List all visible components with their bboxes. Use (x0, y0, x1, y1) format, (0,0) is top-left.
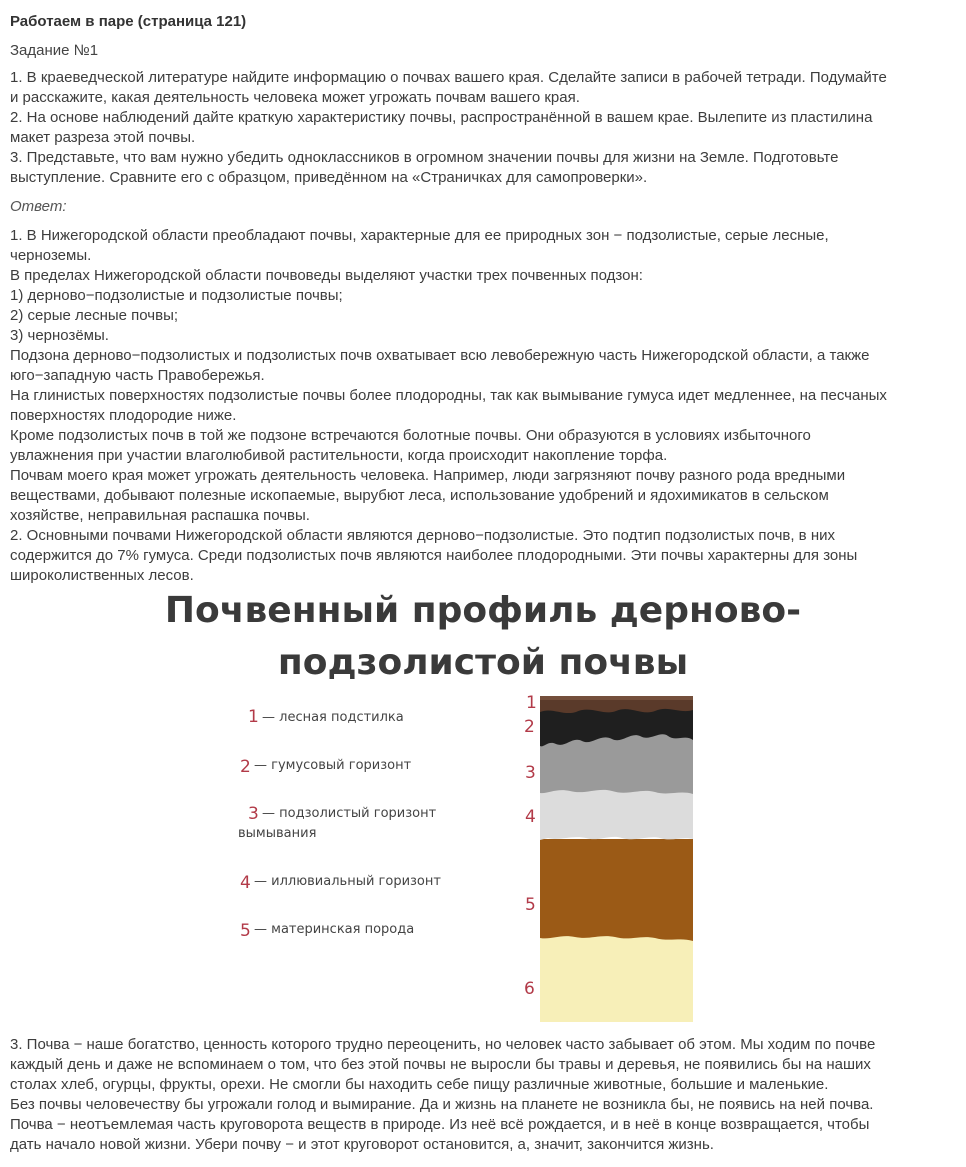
answer-label: Ответ: (10, 198, 67, 215)
text-line: Почвам моего края может угрожать деятельность человека. Например, люди загрязняют почву разного рода вредными (10, 467, 846, 484)
figure-title-line1: Почвенный профиль дерново- (164, 590, 802, 631)
text-line: 1. В краеведческой литературе найдите информацию о почвах вашего края. Сделайте записи в рабочей тетради. Подумайте (10, 69, 887, 86)
profile-number-1: 1 (526, 693, 537, 713)
text-line: юго−западную часть Правобережья. (10, 367, 265, 384)
soil-layer-parent-rock (540, 934, 693, 1022)
profile-number-6: 6 (524, 979, 535, 999)
text-line: и расскажите, какая деятельность человека может угрожать почвам вашего края. (10, 89, 580, 106)
text-line: В пределах Нижегородской области почвоведы выделяют участки трех почвенных подзон: (10, 267, 643, 284)
text-line: черноземы. (10, 247, 92, 264)
legend-number-5: 5 (240, 921, 251, 941)
text-line: каждый день и даже не вспоминаем о том, что без этой почвы не выросли бы травы и деревья, не появились бы на наших (10, 1056, 871, 1073)
legend-number-1: 1 (248, 707, 259, 727)
soil-layer-illuvial (540, 839, 693, 941)
legend-number-2: 2 (240, 757, 251, 777)
text-line: поверхностях плодородие ниже. (10, 407, 237, 424)
soil-column (540, 696, 693, 1022)
text-line: 3) чернозёмы. (10, 327, 109, 344)
legend-number-3: 3 (248, 804, 259, 824)
text-line: 2. На основе наблюдений дайте краткую характеристику почвы, распространённой в вашем крае. Вылепите из пластилина (10, 109, 873, 126)
legend-text-4: — иллювиальный горизонт (254, 874, 441, 889)
text-line: дать начало новой жизни. Убери почву − и этот круговорот остановится, а, значит, закончится жизнь. (10, 1136, 714, 1153)
legend-number-4: 4 (240, 873, 251, 893)
text-line: 3. Почва − наше богатство, ценность которого трудно переоценить, но человек часто забывает об этом. Мы ходим по почве (10, 1036, 876, 1053)
legend-text-3: — подзолистый горизонт (262, 806, 437, 821)
text-line: содержится до 7% гумуса. Среди подзолистых почв являются наиболее плодородными. Эти почвы характерны для зоны (10, 547, 858, 564)
profile-number-5: 5 (525, 895, 536, 915)
answer-text (10, 226, 946, 586)
task-heading: Задание №1 (10, 42, 99, 59)
task-text (10, 68, 946, 188)
text-line: Почва − неотъемлемая часть круговорота веществ в природе. Из неё всё рождается, и в неё в конце возвращается, чтобы (10, 1116, 870, 1133)
text-line: 2) серые лесные почвы; (10, 307, 179, 324)
text-line: столах хлеб, огурцы, фрукты, орехи. Не смогли бы находить себе пищу различные животные, большие и маленькие. (10, 1076, 829, 1093)
legend-text-1: — лесная подстилка (262, 710, 404, 725)
text-line: макет разреза этой почвы. (10, 129, 196, 146)
text-line: 2. Основными почвами Нижегородской области являются дерново−подзолистые. Это подтип подзолистых почв, в них (10, 527, 835, 544)
text-line: Кроме подзолистых почв в той же подзоне встречаются болотные почвы. Они образуются в условиях избыточного (10, 427, 811, 444)
legend-text-2: — гумусовый горизонт (254, 758, 412, 773)
text-line: Подзона дерново−подзолистых и подзолистых почв охватывает всю левобережную часть Нижегородской области, а также (10, 347, 870, 364)
text-line: широколиственных лесов. (10, 567, 194, 584)
text-line: хозяйстве, неправильная распашка почвы. (10, 507, 310, 524)
text-line: выступление. Сравните его с образцом, приведённом на «Страничках для самопроверки». (10, 169, 648, 186)
legend-text-5: — материнская порода (254, 922, 415, 937)
page-title: Работаем в паре (страница 121) (10, 13, 247, 30)
soil-profile-figure (0, 584, 966, 1029)
profile-number-4: 4 (525, 807, 536, 827)
text-line: увлажнения при участии влаголюбивой растительности, когда происходит накопление торфа. (10, 447, 668, 464)
text-line: 1) дерново−подзолистые и подзолистые почвы; (10, 287, 343, 304)
text-line: Без почвы человечеству бы угрожали голод и вымирание. Да и жизнь на планете не возникла бы, не появись на ней почва. (10, 1096, 874, 1113)
text-line: 3. Представьте, что вам нужно убедить одноклассников в огромном значении почвы для жизни на Земле. Подготовьте (10, 149, 839, 166)
legend-text-3b: вымывания (238, 826, 317, 841)
figure-title-line2: подзолистой почвы (277, 642, 689, 683)
soil-layer-litter-texture (540, 696, 693, 700)
text-line: На глинистых поверхностях подзолистые почвы более плодородны, так как вымывание гумуса идет медленнее, на песчаных (10, 387, 887, 404)
profile-number-3: 3 (525, 763, 536, 783)
soil-layer-eluvial (540, 789, 693, 840)
text-line: 1. В Нижегородской области преобладают почвы, характерные для ее природных зон − подзолистые, серые лесные, (10, 227, 829, 244)
text-line: веществами, добывают полезные ископаемые, вырубют леса, использование удобрений и ядохимикатов в сельском (10, 487, 829, 504)
closing-text (10, 1035, 946, 1155)
profile-number-2: 2 (524, 717, 535, 737)
